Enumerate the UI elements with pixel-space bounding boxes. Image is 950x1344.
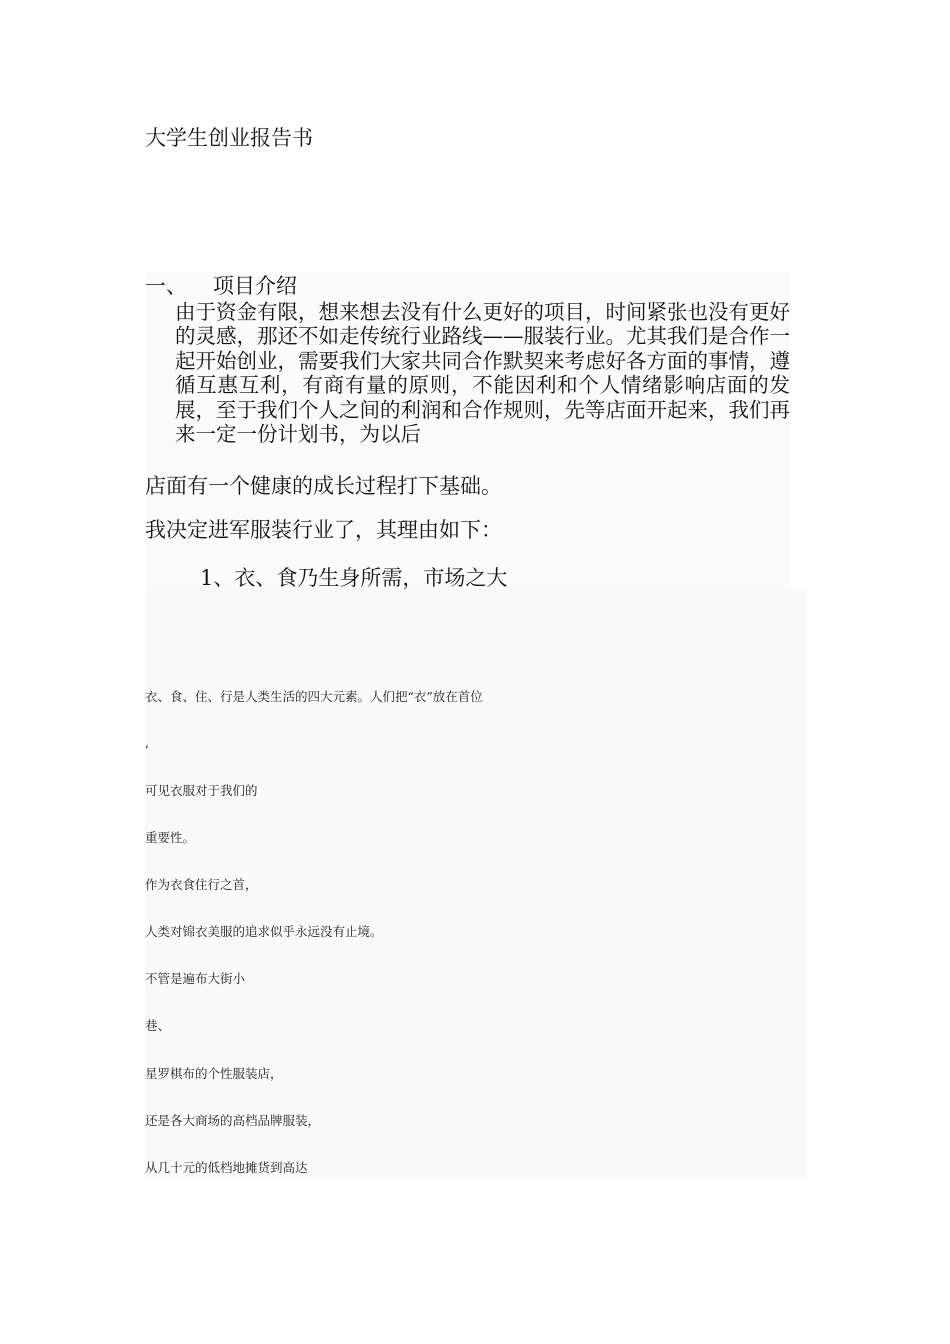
text-line: 重要性。 bbox=[145, 830, 196, 845]
paragraph-1: 店面有一个健康的成长过程打下基础。 bbox=[145, 474, 502, 498]
text-line: 巷、 bbox=[145, 1018, 171, 1033]
text-line: 星罗棋布的个性服装店， bbox=[145, 1066, 283, 1081]
text-line: 衣、食、住、行是人类生活的四大元素。人们把“衣”放在首位 bbox=[145, 689, 483, 704]
text-line: 人类对锦衣美服的追求似乎永远没有止境。 bbox=[145, 924, 383, 939]
text-line: 作为衣食住行之首， bbox=[145, 877, 258, 892]
numbered-item-1: 1、衣、食乃生身所需，市场之大 bbox=[200, 566, 508, 590]
text-line: 从几十元的低档地摊货到高达 bbox=[145, 1160, 308, 1175]
paragraph-2: 我决定进军服装行业了，其理由如下： bbox=[145, 518, 502, 542]
text-line: 还是各大商场的高档品牌服装， bbox=[145, 1113, 321, 1128]
section-1-lead-text: 由于资金有限，想来想去没有什么更好的项目，时间紧张也没有更好的灵感，那还不如走传统行业路线——服装行业。尤其我们是合作一起开始创业，需要我们大家共同合作默契来考虑好各方面的事情，遵循互惠互利，有商有量的原则，不能因利和个人情绪影响店面的发展，至于我们个人之间的利润和合作规则，先等店面开起来，我们再来一定一份计划书，为以后 bbox=[175, 300, 790, 447]
text-line: 可见衣服对于我们的 bbox=[145, 783, 258, 798]
text-line: , bbox=[145, 735, 149, 750]
document-title: 大学生创业报告书 bbox=[145, 126, 313, 150]
text-line: 不管是遍布大街小 bbox=[145, 971, 246, 986]
section-label: 项目介绍 bbox=[213, 274, 297, 298]
section-1-heading bbox=[145, 272, 357, 300]
section-number: 一、 bbox=[145, 274, 187, 298]
